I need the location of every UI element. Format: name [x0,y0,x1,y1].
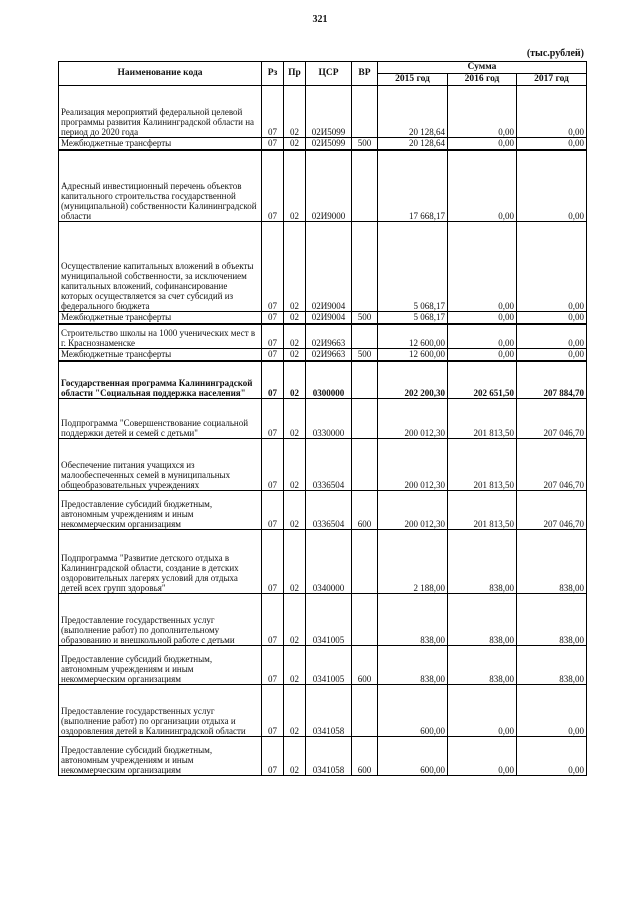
row-name: Предоставление субсидий бюджетным, автономным учреждениям и иным некоммерческим организациям [59,646,262,685]
row-vr: 500 [352,349,378,361]
row-pr: 02 [284,222,306,312]
row-pr: 02 [284,361,306,399]
row-2016: 201 813,50 [448,439,517,491]
row-2016: 201 813,50 [448,399,517,439]
row-2017: 0,00 [517,324,587,349]
row-csr: 0341005 [306,594,352,646]
row-2015: 17 668,17 [378,150,448,222]
header-vr: ВР [352,62,378,86]
row-2015: 600,00 [378,685,448,737]
row-2015: 5 068,17 [378,312,448,324]
row-csr: 0341005 [306,646,352,685]
row-csr: 02И5099 [306,138,352,150]
row-pr: 02 [284,324,306,349]
table-row [59,737,587,776]
row-name: Межбюджетные трансферты [59,138,262,150]
row-2015: 12 600,00 [378,349,448,361]
row-vr [352,324,378,349]
row-name: Обеспечение питания учащихся из малообеспеченных семей в муниципальных общеобразовательных учреждениях [59,439,262,491]
row-vr: 500 [352,312,378,324]
row-name: Адресный инвестиционный перечень объектов капитального строительства государственной (муниципальной) собственности Калининградской области [59,150,262,222]
row-csr: 0300000 [306,361,352,399]
row-rz: 07 [262,594,284,646]
row-name: Предоставление субсидий бюджетным, автономным учреждениям и иным некоммерческим организациям [59,737,262,776]
row-pr: 02 [284,349,306,361]
row-rz: 07 [262,439,284,491]
row-csr: 0336504 [306,439,352,491]
row-vr [352,439,378,491]
row-vr [352,150,378,222]
row-name: Государственная программа Калининградской области "Социальная поддержка населения" [59,361,262,399]
row-rz: 07 [262,737,284,776]
row-pr: 02 [284,646,306,685]
row-pr: 02 [284,439,306,491]
row-csr: 02И5099 [306,86,352,138]
units-label: (тыс.рублей) [526,48,584,59]
row-2015: 200 012,30 [378,439,448,491]
page-number: 321 [312,14,328,25]
row-csr: 0341058 [306,685,352,737]
header-sum: Сумма [378,62,587,74]
row-name: Осуществление капитальных вложений в объекты муниципальной собственности, за исключением капитальных вложений, софинансирование которых осуществляется за счет субсидий из федерального бюджета [59,222,262,312]
table-row [59,349,587,361]
row-2015: 202 200,30 [378,361,448,399]
row-2015: 600,00 [378,737,448,776]
row-2016: 838,00 [448,530,517,594]
row-pr: 02 [284,86,306,138]
row-csr: 02И9000 [306,150,352,222]
table-row [59,646,587,685]
row-2016: 0,00 [448,737,517,776]
row-vr: 600 [352,491,378,530]
row-2017: 838,00 [517,594,587,646]
row-2017: 0,00 [517,737,587,776]
row-rz: 07 [262,324,284,349]
row-2015: 20 128,64 [378,86,448,138]
header-rz: Рз [262,62,284,86]
row-name: Межбюджетные трансферты [59,312,262,324]
row-pr: 02 [284,399,306,439]
row-name: Предоставление государственных услуг (выполнение работ) по дополнительному образованию и внешкольной работе с детьми [59,594,262,646]
row-rz: 07 [262,222,284,312]
row-csr: 02И9663 [306,349,352,361]
table-row [59,312,587,324]
row-vr [352,86,378,138]
row-2017: 0,00 [517,150,587,222]
row-2015: 20 128,64 [378,138,448,150]
row-name: Межбюджетные трансферты [59,349,262,361]
header-2017: 2017 год [517,74,587,86]
table-row [59,361,587,399]
row-rz: 07 [262,646,284,685]
row-csr: 02И9004 [306,312,352,324]
row-2016: 0,00 [448,138,517,150]
table-row [59,594,587,646]
table-row [59,491,587,530]
row-pr: 02 [284,685,306,737]
table-row [59,222,587,312]
row-2017: 207 884,70 [517,361,587,399]
budget-table [58,61,587,776]
row-2016: 838,00 [448,646,517,685]
row-vr [352,361,378,399]
table-row [59,399,587,439]
row-2015: 200 012,30 [378,491,448,530]
header-name: Наименование кода [59,62,262,86]
row-pr: 02 [284,491,306,530]
row-rz: 07 [262,399,284,439]
row-pr: 02 [284,594,306,646]
row-2017: 0,00 [517,312,587,324]
row-rz: 07 [262,349,284,361]
row-2015: 838,00 [378,594,448,646]
row-pr: 02 [284,312,306,324]
row-name: Предоставление государственных услуг (выполнение работ) по организации отдыха и оздоровления детей в Калининградской области [59,685,262,737]
row-rz: 07 [262,491,284,530]
row-name: Строительство школы на 1000 ученических мест в г. Краснознаменске [59,324,262,349]
row-name: Предоставление субсидий бюджетным, автономным учреждениям и иным некоммерческим организациям [59,491,262,530]
row-name: Подпрограмма "Совершенствование социальной поддержки детей и семей с детьми" [59,399,262,439]
row-vr [352,399,378,439]
row-pr: 02 [284,737,306,776]
row-vr: 500 [352,138,378,150]
row-2016: 0,00 [448,86,517,138]
row-2016: 201 813,50 [448,491,517,530]
row-2017: 207 046,70 [517,491,587,530]
row-2015: 838,00 [378,646,448,685]
table-row [59,439,587,491]
row-rz: 07 [262,86,284,138]
row-pr: 02 [284,138,306,150]
row-csr: 0340000 [306,530,352,594]
row-rz: 07 [262,138,284,150]
row-csr: 0336504 [306,491,352,530]
row-csr: 02И9663 [306,324,352,349]
row-rz: 07 [262,150,284,222]
row-vr: 600 [352,737,378,776]
row-2017: 838,00 [517,530,587,594]
table-row [59,530,587,594]
row-vr [352,685,378,737]
row-2017: 0,00 [517,685,587,737]
row-2016: 0,00 [448,312,517,324]
header-pr: Пр [284,62,306,86]
row-2017: 0,00 [517,349,587,361]
row-2017: 0,00 [517,86,587,138]
table-row [59,150,587,222]
row-vr [352,594,378,646]
row-pr: 02 [284,150,306,222]
row-name: Подпрограмма "Развитие детского отдыха в Калининградской области, создание в детских оздоровительных лагерях условий для отдыха детей всех групп здоровья" [59,530,262,594]
row-2017: 207 046,70 [517,399,587,439]
row-rz: 07 [262,530,284,594]
table-row [59,324,587,349]
row-vr: 600 [352,646,378,685]
row-2015: 12 600,00 [378,324,448,349]
row-rz: 07 [262,312,284,324]
header-csr: ЦСР [306,62,352,86]
row-2016: 0,00 [448,685,517,737]
row-2016: 838,00 [448,594,517,646]
header-2016: 2016 год [448,74,517,86]
row-2016: 0,00 [448,349,517,361]
row-2017: 207 046,70 [517,439,587,491]
row-2015: 5 068,17 [378,222,448,312]
table-row [59,685,587,737]
header-2015: 2015 год [378,74,448,86]
row-2016: 0,00 [448,222,517,312]
row-rz: 07 [262,685,284,737]
table-row [59,138,587,150]
row-csr: 02И9004 [306,222,352,312]
row-2017: 0,00 [517,222,587,312]
row-2016: 0,00 [448,150,517,222]
row-csr: 0341058 [306,737,352,776]
row-rz: 07 [262,361,284,399]
row-2017: 838,00 [517,646,587,685]
row-vr [352,222,378,312]
row-2015: 200 012,30 [378,399,448,439]
row-2016: 0,00 [448,324,517,349]
row-vr [352,530,378,594]
row-2017: 0,00 [517,138,587,150]
row-2015: 2 188,00 [378,530,448,594]
row-csr: 0330000 [306,399,352,439]
table-row [59,86,587,138]
row-2016: 202 651,50 [448,361,517,399]
row-name: Реализация мероприятий федеральной целевой программы развития Калининградской области на период до 2020 года [59,86,262,138]
row-pr: 02 [284,530,306,594]
